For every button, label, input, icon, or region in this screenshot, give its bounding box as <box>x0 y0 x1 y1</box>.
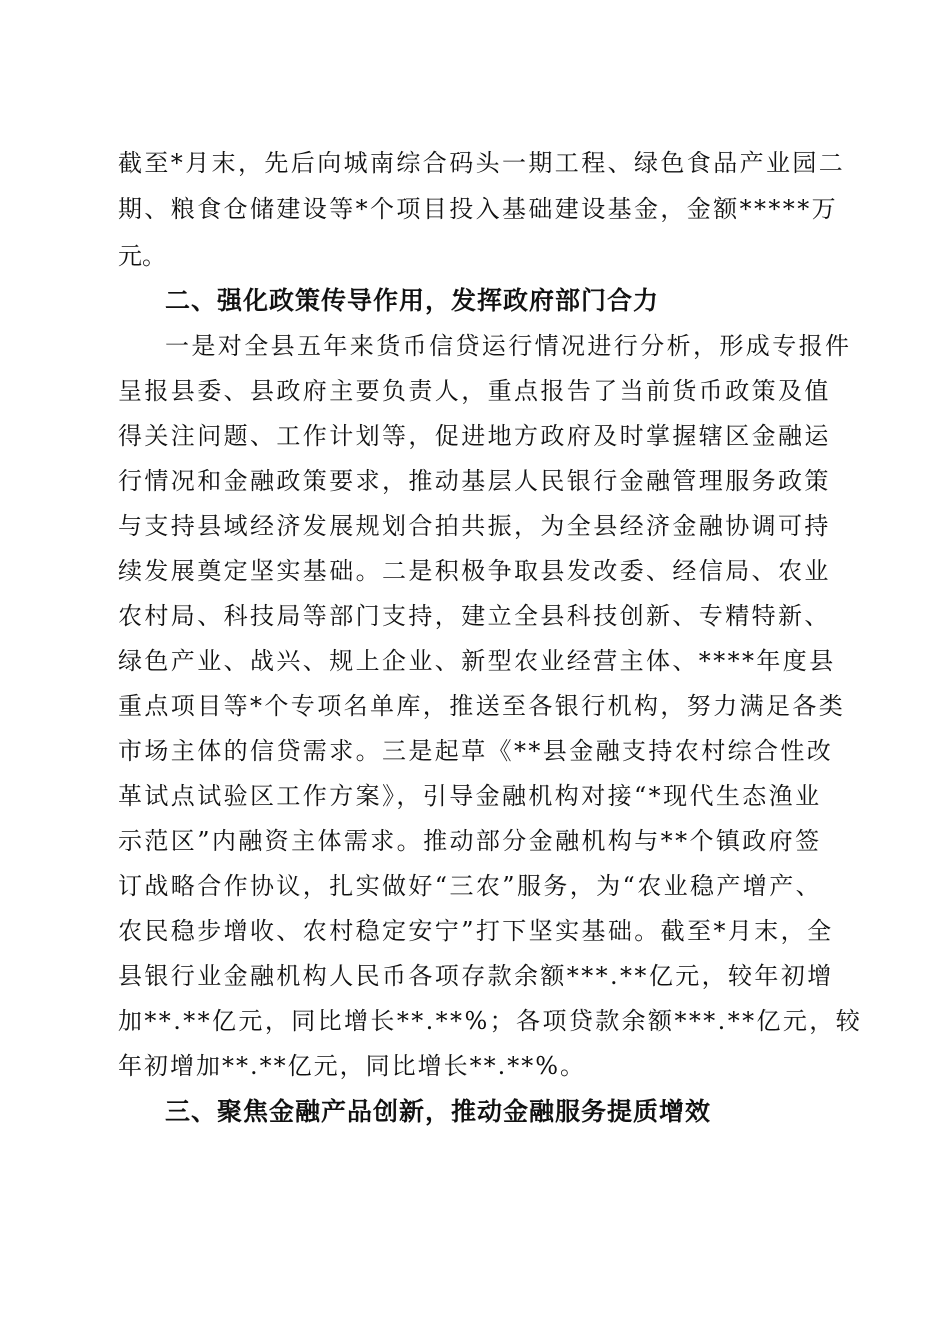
paragraph-line: 与支持县域经济发展规划合拍共振，为全县经济金融协调可持 <box>118 512 831 540</box>
paragraph-line: 革试点试验区工作方案》，引导金融机构对接“*现代生态渔业 <box>118 782 822 810</box>
paragraph-line: 农村局、科技局等部门支持，建立全县科技创新、专精特新、 <box>118 602 831 630</box>
paragraph-line: 行情况和金融政策要求，推动基层人民银行金融管理服务政策 <box>118 467 831 495</box>
paragraph-line: 订战略合作协议，扎实做好“三农”服务，为“农业稳产增产、 <box>118 872 823 900</box>
paragraph-line: 元。 <box>118 242 166 270</box>
paragraph-line: 一是对全县五年来货币信贷运行情况进行分析，形成专报件 <box>165 332 852 360</box>
paragraph-line: 截至*月末，先后向城南综合码头一期工程、绿色食品产业园二 <box>118 149 846 177</box>
paragraph-line: 县银行业金融机构人民币各项存款余额***.**亿元，较年初增 <box>118 962 834 990</box>
paragraph-line: 续发展奠定坚实基础。二是积极争取县发改委、经信局、农业 <box>118 557 831 585</box>
paragraph-line: 期、粮食仓储建设等*个项目投入基础建设基金，金额*****万 <box>118 195 838 223</box>
paragraph-line: 得关注问题、工作计划等，促进地方政府及时掌握辖区金融运 <box>118 422 831 450</box>
paragraph-line: 示范区”内融资主体需求。推动部分金融机构与**个镇政府签 <box>118 827 822 855</box>
section-heading: 二、强化政策传导作用，发挥政府部门合力 <box>165 286 660 315</box>
paragraph-line: 加**.**亿元，同比增长**.**%；各项贷款余额***.**亿元，较 <box>118 1007 863 1035</box>
section-heading: 三、聚焦金融产品创新，推动金融服务提质增效 <box>165 1097 712 1126</box>
paragraph-line: 年初增加**.**亿元，同比增长**.**%。 <box>118 1052 587 1080</box>
paragraph-line: 重点项目等*个专项名单库，推送至各银行机构，努力满足各类 <box>118 692 846 720</box>
paragraph-line: 市场主体的信贷需求。三是起草《**县金融支持农村综合性改 <box>118 737 834 765</box>
paragraph-line: 农民稳步增收、农村稳定安宁”打下坚实基础。截至*月末，全 <box>118 917 834 945</box>
paragraph-line: 呈报县委、县政府主要负责人，重点报告了当前货币政策及值 <box>118 377 831 405</box>
paragraph-line: 绿色产业、战兴、规上企业、新型农业经营主体、****年度县 <box>118 647 836 675</box>
